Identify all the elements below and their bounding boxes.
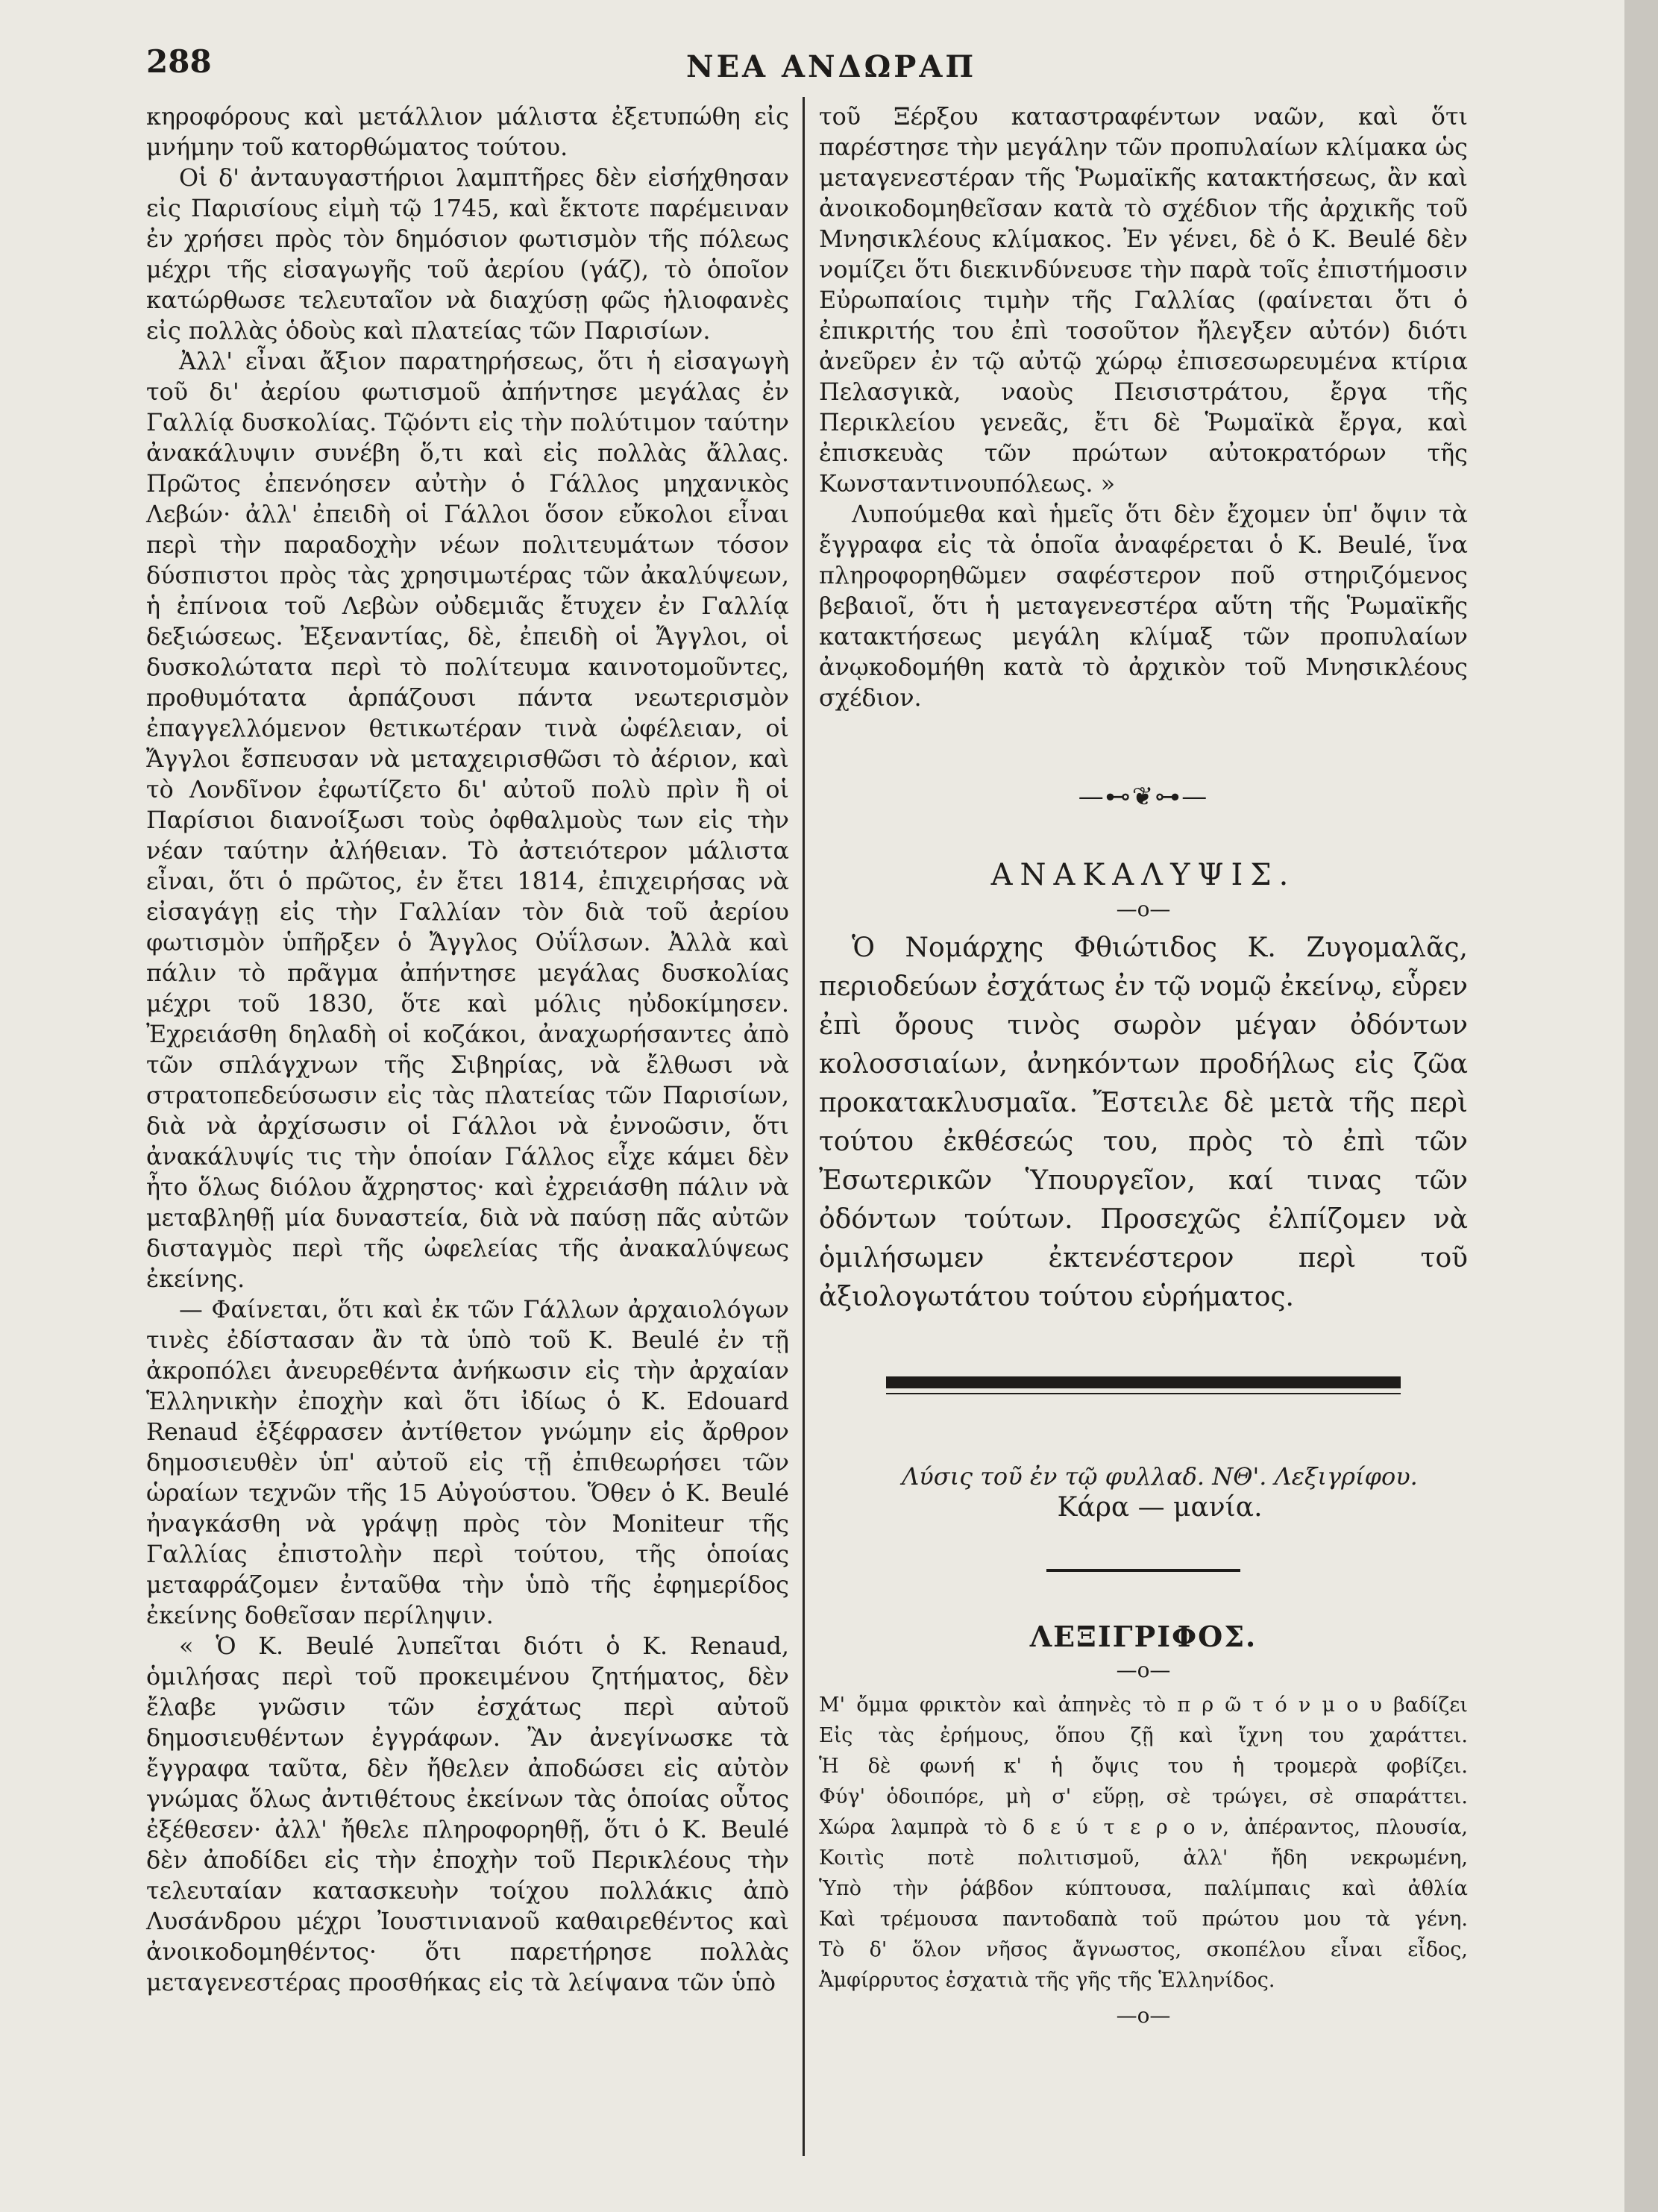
page-edge-shadow (1624, 0, 1658, 2212)
left-paragraph-3: Ἀλλ' εἶναι ἄξιον παρατηρήσεως, ὅτι ἡ εἰσαγωγὴ τοῦ δι' ἀερίου φωτισμοῦ ἀπήντησε μεγάλας ἐν Γαλλίᾳ δυσκολίας. Τῷόντι εἰς τὴν πολύτιμον ταύτην ἀνακάλυψιν συνέβη ὅ,τι καὶ εἰς πολλὰς ἄλλας. Πρῶτος ἐπενόησεν αὐτὴν ὁ Γάλλος μηχανικὸς Λεβών· ἀλλ' ἐπειδὴ οἱ Γάλλοι ὅσον εὔκολοι εἶναι περὶ τὴν παραδοχὴν νέων πολιτευμάτων τόσον δύσπιστοι πρὸς τὰς χρησιμωτέρας τῶν ἀκαλύψεων, ἡ ἐπίνοια τοῦ Λεβὼν οὐδεμιᾶς ἔτυχεν ἐν Γαλλίᾳ δεξιώσεως. Ἐξεναντίας, δὲ, ἐπειδὴ οἱ Ἄγγλοι, οἱ δυσκολώτατα περὶ τὸ πολίτευμα καινοτομοῦντες, προθυμότατα ἁρπάζουσι πάντα νεωτερισμὸν ἐπαγγελλόμενον θετικωτέραν τινὰ ὠφέλειαν, οἱ Ἄγγλοι ἔσπευσαν νὰ μεταχειρισθῶσι τὸ ἀέριον, καὶ τὸ Λονδῖνον ἐφωτίζετο δι' αὐτοῦ πολὺ πρὶν ἢ οἱ Παρίσιοι διανοίξωσι τοὺς ὀφθαλμοὺς των εἰς τὴν νέαν ταύτην ἀλήθειαν. Τὸ ἀστειότερον μάλιστα εἶναι, ὅτι ὁ πρῶτος, ἐν ἔτει 1814, ἐπιχειρήσας νὰ εἰσαγάγῃ εἰς τὴν Γαλλίαν τὸν διὰ τοῦ ἀερίου φωτισμὸν ὑπῆρξεν ὁ Ἄγγλος Οὐΐλσων. Ἀλλὰ καὶ πάλιν τὸ πρᾶγμα ἀπήντησε μεγάλας δυσκολίας μέχρι τοῦ 1830, ὅτε καὶ μόλις ηὐδοκίμησεν. Ἐχρειάσθη δηλαδὴ οἱ κοζάκοι, ἀναχωρήσαντες ἀπὸ τῶν σπλάγχνων τῆς Σιβηρίας, νὰ ἔλθωσι νὰ στρατοπεδεύσωσιν εἰς τὰς πλατείας τῶν Παρισίων, διὰ νὰ ἀρχίσωσιν οἱ Γάλλοι νὰ ἐννοῶσιν, ὅτι ἀνακάλυψίς τις τὴν ὁποίαν Γάλλος εἶχε κάμει δὲν ἦτο ὅλως διόλου ἄχρηστος· καὶ ἐχρειάσθη πάλιν νὰ μεταβληθῇ μία δυναστεία, διὰ νὰ παύσῃ πᾶς αὐτῶν δισταγμὸς περὶ τῆς ὠφελείας τῆς ἀνακαλύψεως ἐκείνης. (146, 348, 789, 1293)
discovery-text: Ὁ Νομάρχης Φθιώτιδος Κ. Ζυγομαλᾶς, περιοδεύων ἐσχάτως ἐν τῷ νομῷ ἐκείνῳ, εὗρεν ἐπὶ ὄρους τινὸς σωρὸν μέγαν ὀδόντων κολοσσιαίων, ἀνηκόντων προδήλως εἰς ζῶα προκατακλυσμαῖα. Ἔστειλε δὲ μετὰ τῆς περὶ τούτου ἐκθέσεώς του, πρὸς τὸ ἐπὶ τῶν Ἐσωτερικῶν Ὑπουργεῖον, καί τινας τῶν ὀδόντων τούτων. Προσεχῶς ἐλπίζομεν νὰ ὁμιλήσωμεν ἐκτενέστερον περὶ τοῦ ἀξιολογωτάτου τούτου εὑρήματος. (819, 933, 1468, 1312)
right-column (819, 101, 1468, 2031)
left-paragraph-1: κηροφόρους καὶ μετάλλιον μάλιστα ἐξετυπώθη εἰς μνήμην τοῦ κατορθώματος τούτου. (146, 103, 789, 161)
poem-line: Κοιτὶς ποτὲ πολιτισμοῦ, ἀλλ' ἤδη νεκρωμένη, (819, 1846, 1468, 1870)
discovery-title: ΑΝΑΚΑΛΥΨΙΣ. (990, 858, 1296, 892)
solution-answer: Κάρα — μανία. (1057, 1492, 1263, 1523)
left-column (146, 101, 789, 1998)
riddle-poem (819, 1690, 1468, 1996)
small-rule: —o— (1116, 897, 1171, 921)
thick-rule (886, 1376, 1401, 1388)
poem-line: Ἀμφίρρυτος ἐσχατιὰ τῆς γῆς τῆς Ἑλληνίδος. (819, 1969, 1275, 1992)
solution-heading: Λύσις τοῦ ἐν τῷ φυλλαδ. ΝΘ'. Λεξιγρίφου. (902, 1462, 1418, 1491)
left-paragraph-4: — Φαίνεται, ὅτι καὶ ἐκ τῶν Γάλλων ἀρχαιολόγων τινὲς ἐδίστασαν ἂν τὰ ὑπὸ τοῦ Κ. Beulé ἐν τῇ ἀκροπόλει ἀνευρεθέντα ἀνήκωσιν εἰς τὴν ἀρχαίαν Ἑλληνικὴν ἐποχὴν καὶ ὅτι ἰδίως ὁ Κ. Edouard Renaud ἐξέφρασεν ἀντίθετον γνώμην εἰς ἄρθρον δημοσιευθὲν ὑπ' αὐτοῦ εἰς τῇ ἐπιθεωρήσει τῶν ὡραίων τεχνῶν τῆς 15 Αὐγούστου. Ὅθεν ὁ Κ. Beulé ἠναγκάσθη νὰ γράψῃ πρὸς τὸν Moniteur τῆς Γαλλίας ἐπιστολὴν περὶ τούτου, τῆς ὁποίας μεταφράζομεν ἐνταῦθα τὴν ὑπὸ τῆς ἐφημερίδος ἐκείνης δοθεῖσαν περίληψιν. (146, 1296, 789, 1629)
riddle-title: ΛΕΞΙΓΡΙΦΟΣ. (1029, 1620, 1257, 1653)
right-paragraph-2: Λυπούμεθα καὶ ἡμεῖς ὅτι δὲν ἔχομεν ὑπ' ὄψιν τὰ ἔγγραφα εἰς τὰ ὁποῖα ἀναφέρεται ὁ Κ. Beulé, ἵνα πληροφορηθῶμεν σαφέστερον ποῦ στηριζόμενος βεβαιοῖ, ὅτι ἡ μεταγενεστέρα αὕτη τῆς Ῥωμαϊκῆς κατακτήσεως μεγάλη κλίμαξ τῶν προπυλαίων ἀνῳκοδομήθη κατὰ τὸ ἀρχικὸν τοῦ Μνησικλέους σχέδιον. (819, 501, 1468, 712)
page-number: 288 (146, 43, 212, 80)
thin-rule (886, 1393, 1401, 1394)
right-paragraph-1: τοῦ Ξέρξου καταστραφέντων ναῶν, καὶ ὅτι παρέστησε τὴν μεγάλην τῶν προπυλαίων κλίμακα ὡς μεταγενεστέραν τῆς Ῥωμαϊκῆς κατακτήσεως, ἂν καὶ ἀνοικοδομηθεῖσαν κατὰ τὸ σχέδιον τῆς ἀρχικῆς τοῦ Μνησικλέους κλίμακος. Ἐν γένει, δὲ ὁ Κ. Beulé δὲν νομίζει ὅτι διεκινδύνευσε τὴν παρὰ τοῖς ἐπιστήμοσιν Εὐρωπαίοις τιμὴν τῆς Γαλλίας (φαίνεται ὅτι ὁ ἐπικριτής του ἐπὶ τοσοῦτον ἤλεγξεν αὐτόν) διότι ἀνεῦρεν ἐν τῷ αὐτῷ χώρῳ ἐπισεσωρευμένα κτίρια Πελασγικὰ, ναοὺς Πεισιστράτου, ἔργα τῆς Περικλείου γενεᾶς, ἔτι δὲ Ῥωμαϊκὰ ἔργα, καὶ ἐπισκευὰς τῶν πρώτων αὐτοκρατόρων τῆς Κωνσταντινουπόλεως. » (819, 103, 1468, 498)
poem-line: Χώρα λαμπρὰ τὸ δ ε ύ τ ε ρ ο ν, ἀπέραντος, πλουσία, (819, 1816, 1468, 1839)
poem-line: Φύγ' ὁδοιπόρε, μὴ σ' εὕρῃ, σὲ τρώγει, σὲ σπαράττει. (819, 1785, 1468, 1808)
running-head: ΝΕΑ ΑΝΔΩΡΑΠ (686, 49, 977, 84)
left-paragraph-2: Οἱ δ' ἀνταυγαστήριοι λαμπτῆρες δὲν εἰσήχθησαν εἰς Παρισίους εἰμὴ τῷ 1745, καὶ ἔκτοτε παρέμειναν ἐν χρήσει πρὸς τὸν δημόσιον φωτισμὸν τῆς πόλεως μέχρι τῆς εἰσαγωγῆς τοῦ ἀερίου (γάζ), τὸ ὁποῖον κατώρθωσε τελευταῖον νὰ διαχύσῃ φῶς ἡλιοφανὲς εἰς πολλὰς ὁδοὺς καὶ πλατείας τῶν Παρισίων. (146, 164, 789, 345)
column-divider (803, 97, 805, 2156)
poem-line: Ὑπὸ τὴν ῥάβδον κύπτουσα, παλίμπαις καὶ ἀθλία (819, 1877, 1468, 1900)
poem-line: Ἡ δὲ φωνή κ' ἡ ὄψις του ἡ τρομερὰ φοβίζει. (819, 1755, 1468, 1778)
end-rule: —o— (1116, 2003, 1171, 2028)
poem-line: Τὸ δ' ὅλον νῆσος ἄγνωστος, σκοπέλου εἶναι εἶδος, (819, 1938, 1468, 1961)
poem-line: Μ' ὄμμα φρικτὸν καὶ ἀπηνὲς τὸ π ρ ῶ τ ό ν μ ο υ βαδίζει (819, 1694, 1468, 1717)
riddle-small-rule: —o— (1116, 1658, 1171, 1682)
short-rule (1046, 1569, 1240, 1572)
poem-line: Καὶ τρέμουσα παντοδαπὰ τοῦ πρώτου μου τὰ γένη. (819, 1908, 1468, 1931)
left-paragraph-5: « Ὁ Κ. Beulé λυπεῖται διότι ὁ Κ. Renaud, ὁμιλήσας περὶ τοῦ προκειμένου ζητήματος, δὲν ἔλαβε γνῶσιν τῶν ἐσχάτως περὶ αὐτοῦ δημοσιευθέντων ἐγγράφων. Ἂν ἀνεγίνωσκε τὰ ἔγγραφα ταῦτα, δὲν ἤθελεν ἀποδώσει εἰς αὐτὸν γνώμας ὅλως ἀντιθέτους ἐκείνων τὰς ὁποίας οὗτος ἐξέθεσεν· ἀλλ' ἤθελε πληροφορηθῇ, ὅτι ὁ Κ. Beulé δὲν ἀποδίδει εἰς τὴν ἐποχὴν τοῦ Περικλέους τὴν τελευταίαν κατασκευὴν τοίχου πολλάκις ἀπὸ Λυσάνδρου μέχρι Ἰουστινιανοῦ καθαιρεθέντος καὶ ἀνοικοδομηθέντος· ὅτι παρετήρησε πολλὰς μεταγενεστέρας προσθήκας εἰς τὰ λείψανα τῶν ὑπὸ (146, 1632, 789, 1996)
double-rule-divider (886, 1376, 1401, 1394)
ornament-divider: —⊷❦⊶— (1078, 782, 1209, 812)
poem-line: Εἰς τὰς ἐρήμους, ὅπου ζῇ καὶ ἴχνη του χαράττει. (819, 1724, 1468, 1747)
